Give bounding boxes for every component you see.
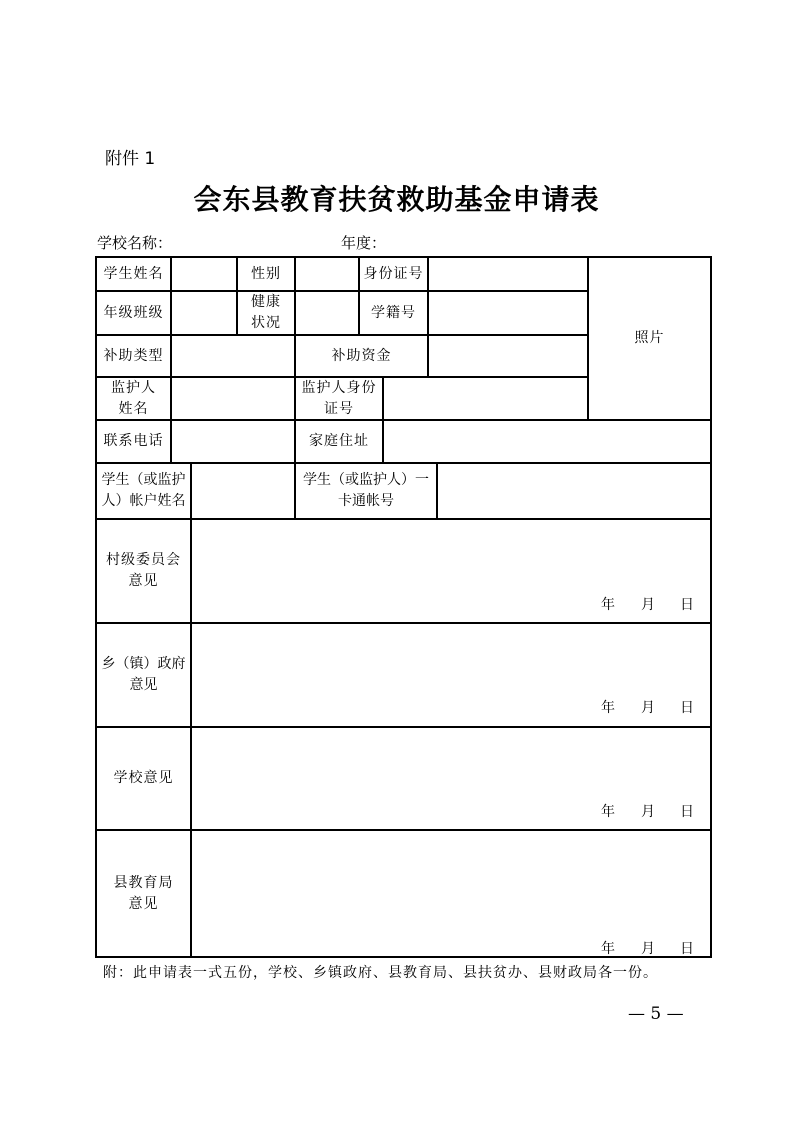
date-year: 年 — [601, 700, 615, 716]
guardian-id-field[interactable] — [384, 378, 587, 419]
town-opinion-label: 乡（镇）政府 意见 — [101, 656, 186, 693]
date-month: 月 — [641, 941, 655, 957]
date-month: 月 — [641, 597, 655, 613]
attachment-label: 附件 1 — [105, 149, 156, 169]
student-name-label: 学生姓名 — [103, 265, 164, 282]
address-field[interactable] — [384, 421, 710, 462]
card-no-label: 学生（或监护人）一 卡通帐号 — [303, 472, 429, 509]
education-bureau-opinion-field[interactable] — [192, 831, 710, 956]
date-day: 日 — [680, 700, 694, 716]
grade-class-label: 年级班级 — [103, 304, 164, 321]
form-title: 会东县教育扶贫救助基金申请表 — [193, 183, 600, 216]
student-name-field[interactable] — [172, 258, 236, 290]
phone-field[interactable] — [172, 421, 294, 462]
town-opinion-field[interactable] — [192, 624, 710, 726]
aid-amount-field[interactable] — [429, 336, 587, 376]
school-opinion-label: 学校意见 — [113, 770, 174, 786]
health-field[interactable] — [296, 292, 358, 334]
year-label: 年度： — [341, 234, 387, 252]
date-month: 月 — [641, 700, 655, 716]
account-name-field[interactable] — [192, 464, 294, 518]
page-number: — 5 — — [628, 1004, 684, 1024]
health-label: 健康 状况 — [251, 294, 281, 331]
aid-type-label: 补助类型 — [103, 347, 164, 364]
student-no-field[interactable] — [429, 292, 587, 334]
gender-field[interactable] — [296, 258, 358, 290]
address-label: 家庭住址 — [309, 433, 369, 449]
village-opinion-label: 村级委员会 意见 — [106, 552, 181, 589]
student-no-label: 学籍号 — [371, 304, 416, 321]
id-number-label: 身份证号 — [363, 265, 424, 282]
school-opinion-field[interactable] — [192, 728, 710, 829]
school-name-label: 学校名称： — [97, 234, 173, 252]
education-bureau-opinion-label: 县教育局 意见 — [113, 874, 174, 912]
date-year: 年 — [601, 597, 615, 613]
date-month: 月 — [641, 804, 655, 820]
grade-class-field[interactable] — [172, 292, 236, 334]
guardian-name-field[interactable] — [172, 378, 294, 419]
account-name-label: 学生（或监护 人）帐户姓名 — [101, 472, 186, 509]
date-year: 年 — [601, 941, 615, 957]
aid-type-field[interactable] — [172, 336, 294, 376]
photo-box: 照片 — [634, 330, 665, 346]
guardian-name-label: 监护人 姓名 — [111, 379, 156, 417]
card-no-field[interactable] — [438, 464, 710, 518]
aid-amount-label: 补助资金 — [331, 347, 392, 364]
guardian-id-label: 监护人身份 证号 — [301, 379, 377, 417]
date-day: 日 — [680, 804, 694, 820]
phone-label: 联系电话 — [103, 433, 164, 449]
date-year: 年 — [601, 804, 615, 820]
footer-note: 附：此申请表一式五份，学校、乡镇政府、县教育局、县扶贫办、县财政局各一份。 — [103, 965, 658, 981]
village-opinion-field[interactable] — [192, 520, 710, 622]
date-day: 日 — [680, 941, 694, 957]
gender-label: 性别 — [251, 265, 281, 282]
id-number-field[interactable] — [429, 258, 587, 290]
date-day: 日 — [680, 597, 694, 613]
